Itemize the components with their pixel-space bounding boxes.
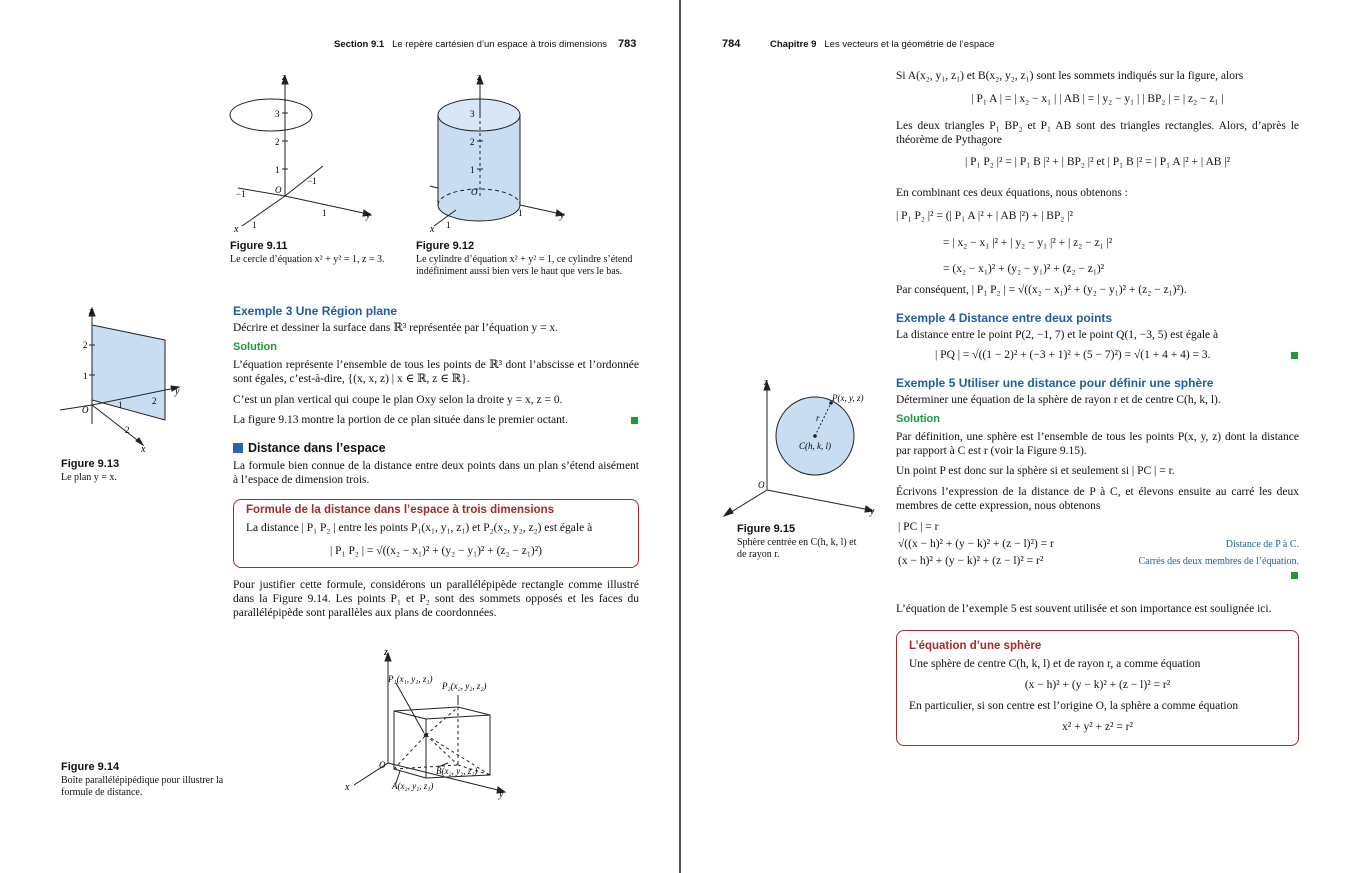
figure-9-14	[340, 645, 515, 800]
figure-9-11	[228, 70, 378, 235]
end-of-example-marker	[1291, 572, 1298, 579]
figure-9-13	[55, 300, 195, 455]
fig911-caption: Le cercle d’équation x² + y² = 1, z = 3.	[230, 254, 385, 265]
fig912-z-label: z	[477, 72, 481, 83]
right-page-number: 784	[722, 38, 741, 50]
section-square-icon	[233, 443, 243, 453]
fig914-title: Figure 9.14	[61, 761, 120, 773]
sphere-box-line-1: Une sphère de centre C(h, k, l) et de rayon r, a comme équation	[909, 658, 1201, 670]
fig913-tick-2-x: 2	[125, 425, 130, 435]
fig912-tick-1-y: 1	[518, 208, 523, 218]
example-5-note-distance: Distance de P à C.	[1225, 539, 1299, 550]
example-5-eq-1: | PC | = r	[898, 521, 939, 533]
fig912-tick-2: 2	[470, 137, 475, 147]
fig911-title: Figure 9.11	[230, 240, 288, 252]
fig913-tick-1-y: 1	[118, 400, 123, 410]
sphere-box-eq-1: (x − h)² + (y − k)² + (z − l)² = r²	[1024, 679, 1171, 691]
fig911-tick-1: 1	[275, 165, 280, 175]
fig914-x-label: x	[345, 782, 350, 793]
fig914-caption: Boîte parallélépipédique pour illustrer la formule de distance.	[61, 775, 224, 798]
fig913-y-label: y	[175, 386, 180, 397]
consequent-text: Par conséquent, | P₁ P₂ | = √((x₂ − x₁)² + (y₂ − y₁)² + (z₂ − z₁)²).	[896, 284, 1187, 296]
example-5-solution-3: Écrivons l’expression de la distance de P à C, et élevons ensuite au carré les deux membres de cette expression, nous obtenons	[896, 486, 1299, 512]
eq-combined-3: = (x₂ − x₁)² + (y₂ − y₁)² + (z₂ − z₁)²	[943, 263, 1105, 275]
example-4-equation: | PQ | = √((1 − 2)² + (−3 + 1)² + (5 − 7)²) = √(1 + 4 + 4) = 3.	[935, 349, 1211, 361]
fig912-caption: Le cylindre d’équation x² + y² = 1, ce cylindre s’étend indéfiniment aussi bien vers le haut que vers le bas.	[416, 254, 633, 277]
fig915-y-label: y	[870, 506, 875, 517]
fig915-z-label: z	[764, 377, 768, 388]
fig915-C-label: C(h, k, l)	[799, 441, 831, 451]
left-header: Section 9.1 Le repère cartésien d’un espace à trois dimensions	[334, 39, 608, 50]
example-5-eq-2: √((x − h)² + (y − k)² + (z − l)²) = r	[898, 538, 1054, 550]
fig913-x-label: x	[141, 444, 146, 455]
sphere-box-line-2: En particulier, si son centre est l’origine O, la sphère a comme équation	[909, 700, 1239, 712]
fig913-caption: Le plan y = x.	[61, 472, 117, 483]
fig911-y-label: y	[366, 210, 371, 221]
fig913-z-label: z	[89, 306, 93, 317]
fig912-x-label: x	[430, 224, 435, 235]
end-of-example-marker	[631, 417, 638, 424]
fig911-tick-m1-x: −1	[236, 189, 246, 199]
example-3-solution-1: L’équation représente l’ensemble de tous les points de ℝ³ dont l’abscisse et l’ordonnée sont égales, c’est-à-dire, {(x, x, z) | x ∈ ℝ, z ∈ ℝ}.	[233, 359, 639, 385]
fig913-origin: O	[82, 405, 89, 415]
eq-combined-1: | P₁ P₂ |² = (| P₁ A |² + | AB |²) + | BP₂ |²	[896, 210, 1073, 222]
justification-text: Pour justifier cette formule, considérons un parallélépipède rectangle comme illustré dans la Figure 9.14. Les points P₁ et P₂ sont des sommets opposés et les faces du parallélépipède sont parallèles aux plans de coordonnées.	[233, 579, 639, 619]
example-5-title: Exemple 5 Utiliser une distance pour définir une sphère	[896, 376, 1214, 390]
fig911-z-label: z	[282, 72, 286, 83]
example-3-solution-label: Solution	[233, 341, 277, 353]
end-of-example-marker	[1291, 352, 1298, 359]
example-3-text: Décrire et dessiner la surface dans ℝ³ représentée par l’équation y = x.	[233, 322, 559, 334]
importance-text: L’équation de l’exemple 5 est souvent utilisée et son importance est soulignée ici.	[896, 603, 1272, 615]
fig911-tick-3: 3	[275, 109, 280, 119]
example-5-text: Déterminer une équation de la sphère de rayon r et de centre C(h, k, l).	[896, 394, 1221, 406]
fig912-tick-1: 1	[470, 165, 475, 175]
example-4-title: Exemple 4 Distance entre deux points	[896, 311, 1113, 325]
fig912-y-label: y	[560, 210, 565, 221]
fig915-P-label: P(x, y, z)	[832, 393, 864, 403]
fig915-r-label: r	[816, 413, 820, 423]
fig911-x-label: x	[234, 224, 239, 235]
sphere-equation-box	[896, 630, 1299, 746]
fig911-tick-2: 2	[275, 137, 280, 147]
example-3-title: Exemple 3 Une Région plane	[233, 304, 398, 318]
section-distance: Distance dans l’espace	[233, 441, 386, 455]
example-5-solution-label: Solution	[896, 413, 940, 425]
example-5-solution-2: Un point P est donc sur la sphère si et seulement si | PC | = r.	[896, 465, 1175, 477]
figure-9-15	[718, 372, 883, 520]
sphere-box-title: L’équation d’une sphère	[909, 640, 1042, 652]
fig911-tick-1-x: 1	[252, 220, 257, 230]
fig915-origin: O	[758, 480, 765, 490]
eq-absolute-values: | P₁ A | = | x₂ − x₁ | | AB | = | y₂ − y₁ | | BP₂ | = | z₂ − z₁ |	[971, 93, 1224, 105]
example-5-note-squares: Carrés des deux membres de l’équation.	[1138, 556, 1299, 567]
fig913-tick-2: 2	[83, 340, 88, 350]
left-page-number: 783	[618, 38, 637, 50]
figure-9-12	[416, 70, 576, 235]
right-header: Chapitre 9 Les vecteurs et la géométrie de l’espace	[770, 39, 995, 50]
fig913-tick-1: 1	[83, 371, 88, 381]
fig911-tick-m1-y: −1	[307, 176, 317, 186]
fig913-title: Figure 9.13	[61, 458, 120, 470]
distance-box-formula: | P₁ P₂ | = √((x₂ − x₁)² + (y₂ − y₁)² + (z₂ − z₁)²)	[329, 545, 542, 557]
fig912-tick-3: 3	[470, 109, 475, 119]
fig912-title: Figure 9.12	[416, 240, 475, 252]
eq-pythagore: | P₁ P₂ |² = | P₁ B |² + | BP₂ |² et | P₁ B |² = | P₁ A |² + | AB |²	[964, 156, 1231, 168]
fig913-tick-2-y: 2	[152, 396, 157, 406]
example-5-solution-1: Par définition, une sphère est l’ensemble de tous les points P(x, y, z) dont la distance par rapport à C est r (voir la Figure 9.15).	[896, 431, 1299, 457]
fig915-title: Figure 9.15	[737, 523, 796, 535]
sphere-box-eq-2: x² + y² + z² = r²	[1062, 721, 1133, 733]
fig914-B-label: B(x₂, y₂, z₁)	[436, 766, 478, 776]
combine-text: En combinant ces deux équations, nous obtenons :	[896, 187, 1128, 199]
fig914-z-label: z	[384, 647, 388, 658]
distance-box-title: Formule de la distance dans l’espace à trois dimensions	[246, 504, 555, 516]
fig912-tick-1-x: 1	[446, 220, 451, 230]
intro-text: Si A(x₂, y₁, z₁) et B(x₂, y₂, z₁) sont les sommets indiqués sur la figure, alors	[896, 70, 1244, 82]
eq-combined-2: = | x₂ − x₁ |² + | y₂ − y₁ |² + | z₂ − z₁ |²	[943, 237, 1113, 249]
fig914-P2-label: P₂(x₂, y₂, z₂)	[442, 681, 487, 691]
fig912-origin: O	[471, 187, 478, 197]
fig911-tick-1-y: 1	[322, 208, 327, 218]
fig914-A-label: A(x₂, y₁, z₁)	[392, 781, 434, 791]
fig911-origin: O	[275, 185, 282, 195]
triangles-text: Les deux triangles P₁ BP₂ et P₁ AB sont des triangles rectangles. Alors, d’après le théorème de Pythagore	[896, 120, 1299, 146]
section-distance-text: La formule bien connue de la distance entre deux points dans un plan s’étend aisément à l’espace de dimension trois.	[233, 460, 639, 486]
fig914-origin: O	[379, 760, 386, 770]
example-4-text: La distance entre le point P(2, −1, 7) et le point Q(1, −3, 5) est égale à	[896, 329, 1219, 341]
fig914-y-label: y	[499, 789, 504, 800]
distance-formula-box	[233, 499, 639, 568]
page-divider	[679, 0, 681, 873]
fig914-P1-label: P₁(x₁, y₁, z₁)	[388, 674, 433, 684]
example-3-solution-3: La figure 9.13 montre la portion de ce plan située dans le premier octant.	[233, 414, 568, 426]
example-5-eq-3: (x − h)² + (y − k)² + (z − l)² = r²	[898, 555, 1044, 567]
fig915-caption: Sphère centrée en C(h, k, l) et de rayon r.	[737, 537, 857, 560]
distance-box-text: La distance | P₁ P₂ | entre les points P₁(x₁, y₁, z₁) et P₂(x₂, y₂, z₂) est égale à	[246, 522, 593, 534]
example-3-solution-2: C’est un plan vertical qui coupe le plan Oxy selon la droite y = x, z = 0.	[233, 394, 563, 406]
